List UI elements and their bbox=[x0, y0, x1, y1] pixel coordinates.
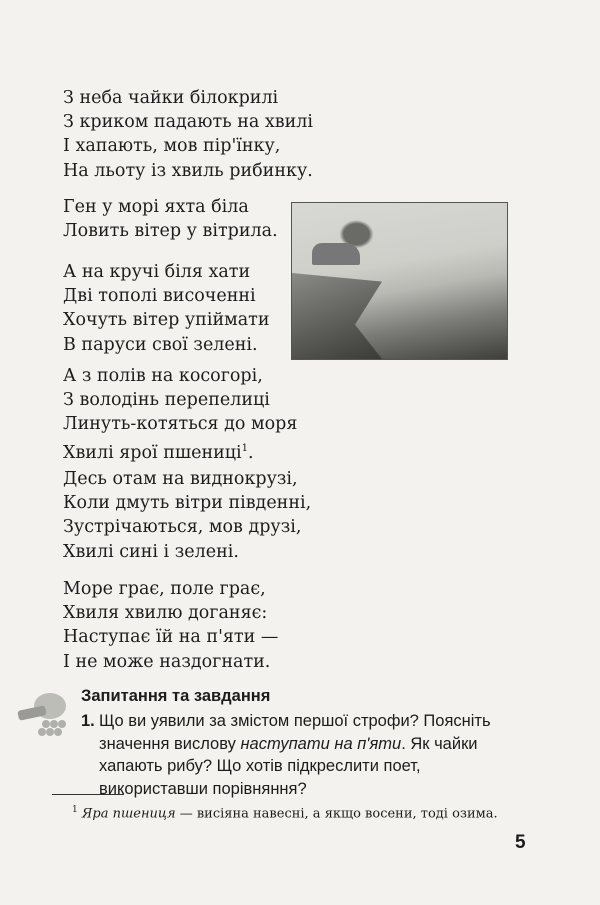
poem-line: Хочуть вітер упіймати bbox=[63, 310, 270, 331]
poem-line: Зустрічаються, мов друзі, bbox=[63, 517, 302, 538]
cliff-shape bbox=[292, 273, 382, 359]
poem-line: Ловить вітер у вітрила. bbox=[63, 221, 278, 242]
poem-line: З володінь перепелиці bbox=[63, 390, 270, 411]
poem-line: І не може наздогнати. bbox=[63, 651, 271, 672]
page-number: 5 bbox=[515, 832, 526, 853]
footnote-ref: 1 bbox=[241, 442, 249, 454]
poem-line: Коли дмуть вітри південні, bbox=[63, 493, 312, 514]
stanza-5 bbox=[63, 467, 311, 564]
poem-line: А з полів на косогорі, bbox=[63, 366, 263, 386]
poem-line: З криком падають на хвилі bbox=[63, 112, 313, 133]
questions-section-icon bbox=[16, 690, 72, 742]
house-shape bbox=[312, 243, 360, 265]
question-text: Що ви уявили за змістом першої строфи? Поясніть значення вислову наступати на п'яти. Як чайки хапають рибу? Що хотів підкреслити поет, використавши порівняння? bbox=[99, 712, 491, 798]
stanza-1 bbox=[63, 86, 313, 183]
stanza-4 bbox=[63, 364, 297, 465]
question-item bbox=[81, 710, 501, 800]
poem-line: З неба чайки білокрилі bbox=[63, 88, 279, 108]
stanza-6 bbox=[63, 577, 278, 674]
poem-line: І хапають, мов пір'їнку, bbox=[63, 136, 281, 157]
poem-line: В паруси свої зелені. bbox=[63, 334, 258, 355]
poem-line: Дві тополі височенні bbox=[63, 286, 256, 307]
poem-line: Наступає їй на п'яти — bbox=[63, 627, 279, 648]
sea-painting-illustration bbox=[291, 202, 508, 360]
poem-line: А на кручі біля хати bbox=[63, 262, 251, 282]
poem-line: Хвилі ярої пшениці$^1$. bbox=[63, 442, 254, 463]
question-number: 1. bbox=[81, 712, 95, 730]
poem-line: Хвилі сині і зелені. bbox=[63, 541, 239, 562]
poem-line: Море грає, поле грає, bbox=[63, 579, 266, 599]
footnote: $^1$ Яра пшениця — висіяна навесні, а якщо восени, тоді озима. bbox=[72, 805, 498, 822]
footnote-divider bbox=[52, 794, 124, 795]
poem-line: Хвиля хвилю доганяє: bbox=[63, 603, 268, 624]
stanza-3 bbox=[63, 260, 270, 357]
poem-line: На льоту із хвиль рибинку. bbox=[63, 160, 313, 181]
poem-line: Линуть-котяться до моря bbox=[63, 414, 298, 435]
poem-line: Десь отам на виднокрузі, bbox=[63, 469, 298, 489]
poem-line: Ген у морі яхта біла bbox=[63, 197, 249, 217]
questions-heading: Запитання та завдання bbox=[81, 687, 271, 705]
stanza-2 bbox=[63, 195, 278, 243]
